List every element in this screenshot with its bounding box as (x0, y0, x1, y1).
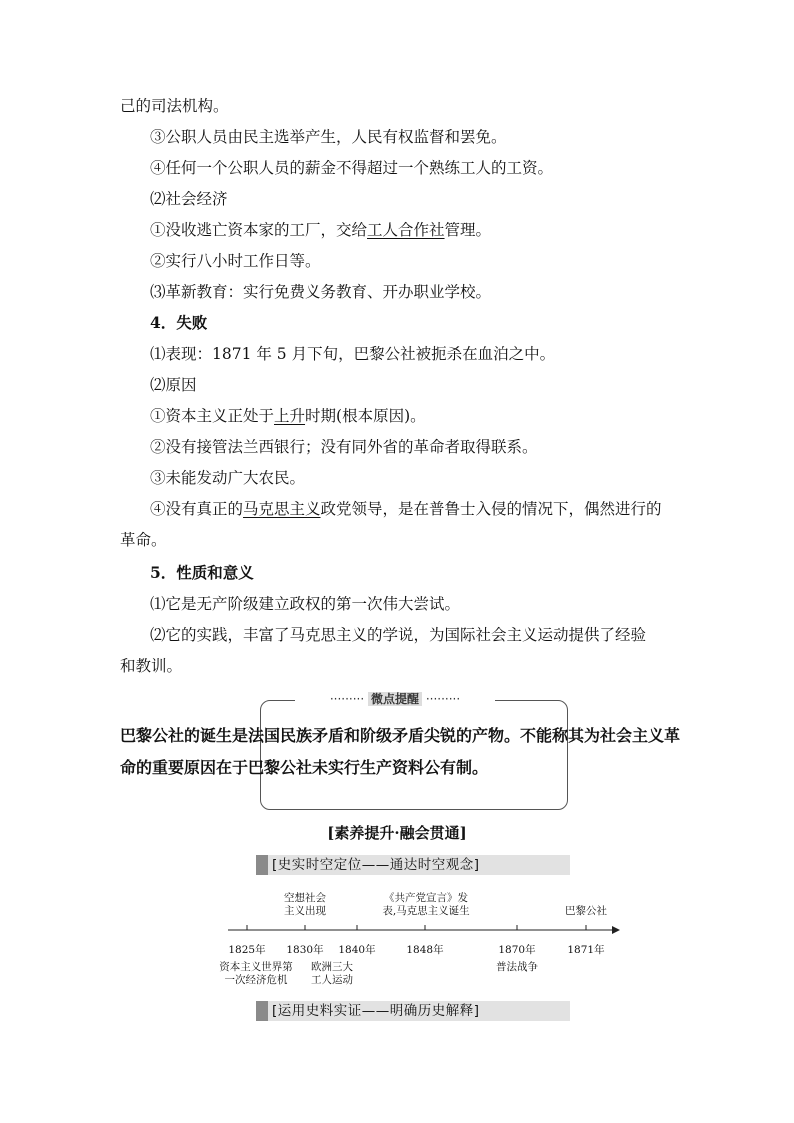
tip-text: 巴黎公社的诞生是法国民族矛盾和阶级矛盾尖锐的产物。不能称其为社会主义革命的重要原因在于巴黎公社未实行生产资料公有制。 (120, 726, 681, 777)
text-line: 和教训。 (120, 657, 183, 675)
timeline-event-above: 巴黎公社 (565, 905, 607, 917)
timeline-year: 1870年 (498, 944, 536, 956)
text-line: 革命。 (120, 531, 167, 549)
dots-decoration: ········· (329, 692, 365, 706)
tip-title (295, 690, 495, 708)
text-segment: ①没收逃亡资本家的工厂，交给 (150, 221, 368, 239)
text-line: ⑶革新教育：实行免费义务教育、开办职业学校。 (150, 283, 492, 301)
timeline-year: 1871年 (567, 944, 605, 956)
underlined-term: 上升 (274, 407, 306, 425)
banner-title: [运用史料实证——明确历史解释] (272, 1003, 480, 1019)
timeline-year: 1825年 (228, 944, 266, 956)
underlined-term: 工人合作社 (367, 221, 445, 239)
section-title: [素养提升·融会贯通] (327, 824, 467, 842)
timeline-event-above: 《共产党宣言》发 表,马克思主义诞生 (382, 892, 470, 917)
section-heading: 5．性质和意义 (150, 563, 254, 582)
banner-mark (256, 1001, 268, 1021)
banner-mark (256, 855, 268, 875)
timeline-event-below: 资本主义世界第 一次经济危机 (219, 961, 293, 986)
text-line: ③未能发动广大农民。 (150, 469, 306, 487)
text-line (150, 405, 426, 427)
text-line (150, 498, 662, 520)
timeline-event-below: 普法战争 (496, 961, 538, 973)
text-line: ⑴表现：1871 年 5 月下旬，巴黎公社被扼杀在血泊之中。 (150, 345, 556, 363)
text-line: ②实行八小时工作日等。 (150, 252, 321, 270)
dots-decoration: ········· (425, 692, 461, 706)
text-line: ③公职人员由民主选举产生，人民有权监督和罢免。 (150, 128, 507, 146)
text-segment: 政党领导，是在普鲁士入侵的情况下，偶然进行的 (320, 500, 662, 518)
text-line: ⑵社会经济 (150, 190, 228, 208)
text-line: ⑴它是无产阶级建立政权的第一次伟大尝试。 (150, 595, 461, 613)
text-line: ②没有接管法兰西银行；没有同外省的革命者取得联系。 (150, 438, 538, 456)
banner-historical-evidence (256, 1001, 570, 1021)
banner-timeline (256, 855, 570, 875)
timeline-year: 1840年 (338, 944, 376, 956)
timeline-year: 1848年 (406, 944, 444, 956)
tip-title-label: 微点提醒 (368, 692, 422, 706)
timeline-event-above: 空想社会 主义出现 (284, 892, 326, 917)
underlined-term: 马克思主义 (243, 500, 321, 518)
text-line (150, 219, 491, 241)
text-line: 己的司法机构。 (120, 97, 229, 115)
timeline-event-below: 欧洲三大 工人运动 (311, 961, 353, 986)
text-segment: 管理。 (444, 221, 492, 239)
text-line: ④任何一个公职人员的薪金不得超过一个熟练工人的工资。 (150, 159, 554, 177)
text-segment: 时期(根本原因)。 (305, 407, 426, 425)
banner-title: [史实时空定位——通达时空观念] (272, 857, 480, 873)
text-segment: ④没有真正的 (150, 500, 244, 518)
text-line: ⑵原因 (150, 376, 197, 394)
timeline-arrow (612, 926, 620, 934)
timeline-year: 1830年 (286, 944, 324, 956)
text-line: ⑵它的实践，丰富了马克思主义的学说，为国际社会主义运动提供了经验 (150, 626, 647, 644)
text-segment: ①资本主义正处于 (150, 407, 275, 425)
section-heading: 4．失败 (150, 313, 208, 332)
